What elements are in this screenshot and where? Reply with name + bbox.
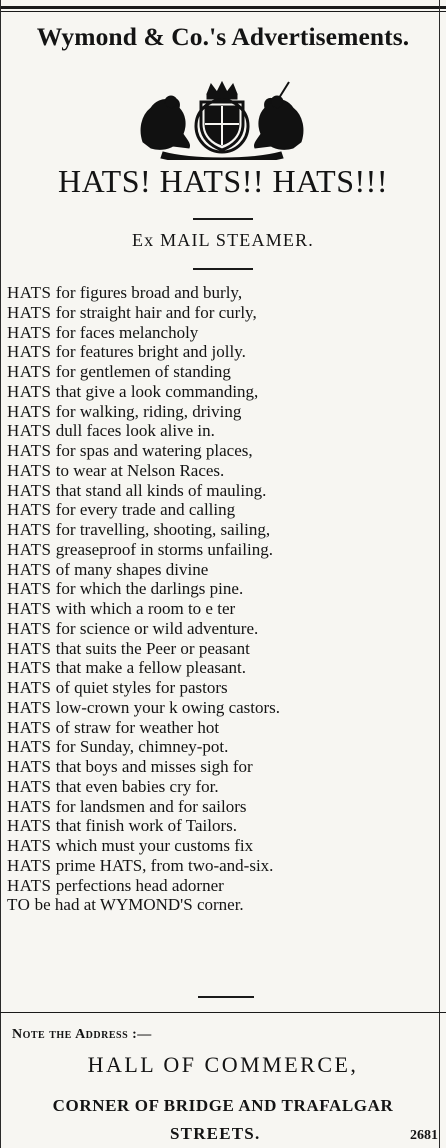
- verse-line: [7, 599, 439, 619]
- verse-line: [7, 421, 439, 441]
- verse-keyword: HATS: [7, 697, 52, 717]
- verse-line: [7, 500, 439, 520]
- verse-text: for gentlemen of standing: [55, 362, 231, 381]
- verse-keyword: HATS: [7, 836, 52, 855]
- verse-text: for Sunday, chimney-pot.: [55, 737, 229, 757]
- verse-text: prime HATS, from two-and-six.: [55, 855, 274, 875]
- verse-line: [7, 560, 439, 580]
- verse-line: [7, 757, 439, 777]
- verse-text: dull faces look alive in.: [55, 421, 215, 441]
- verse-line: [7, 481, 439, 501]
- verse-text: for figures broad and burly,: [55, 283, 243, 302]
- verse-keyword: HATS: [7, 283, 52, 302]
- top-rule: [0, 6, 446, 9]
- verse-line: [7, 520, 439, 540]
- verse-text: perfections head adorner: [55, 875, 224, 895]
- verse-line: [7, 402, 439, 422]
- verse-line: [7, 895, 439, 915]
- hats-banner: HATS! HATS!! HATS!!!: [58, 163, 388, 199]
- verse-line: [7, 579, 439, 599]
- verse-keyword: HATS: [7, 717, 52, 737]
- verse-text: of straw for weather hot: [55, 717, 220, 737]
- verse-text: for every trade and calling: [55, 500, 236, 520]
- verse-line: [7, 461, 439, 481]
- note-the-address-label: Note the Address :—: [12, 1027, 152, 1042]
- verse-keyword: HATS: [7, 362, 52, 381]
- verse-text: that give a look commanding,: [55, 381, 259, 401]
- advertisement-number: 2681: [410, 1128, 438, 1143]
- verse-keyword: HATS: [7, 757, 52, 776]
- verse-line: [7, 777, 439, 797]
- verse-keyword: HATS: [7, 520, 52, 539]
- address-streets: STREETS.: [170, 1124, 261, 1143]
- verse-line: [7, 737, 439, 757]
- verse-line: [7, 816, 439, 836]
- verse-keyword: HATS: [7, 618, 52, 638]
- verse-line: [7, 718, 439, 738]
- verse-text: with which a room to e ter: [55, 599, 236, 618]
- verse-keyword: HATS: [7, 599, 52, 618]
- verse-line: [7, 698, 439, 718]
- verse-keyword: HATS: [7, 776, 52, 796]
- verse-text: for straight hair and for curly,: [55, 302, 257, 322]
- hats-verse: [7, 283, 439, 915]
- verse-text: of many shapes divine: [55, 559, 209, 579]
- verse-text: that stand all kinds of mauling.: [55, 480, 267, 500]
- verse-line: [7, 323, 439, 343]
- verse-line: [7, 797, 439, 817]
- subheading-underline: [193, 268, 253, 270]
- verse-keyword: HATS: [7, 539, 52, 559]
- verse-keyword: HATS: [7, 559, 52, 579]
- verse-line: [7, 382, 439, 402]
- verse-text: greaseproof in storms unfailing.: [55, 539, 273, 559]
- verse-keyword: HATS: [7, 441, 52, 460]
- verse-text: for travelling, shooting, sailing,: [55, 520, 271, 539]
- advertisement-heading: Wymond & Co.'s Advertisements.: [36, 22, 410, 51]
- verse-line: [7, 362, 439, 382]
- top-rule-thin: [0, 11, 446, 12]
- verse-line: [7, 540, 439, 560]
- verse-text: that boys and misses sigh for: [55, 757, 253, 776]
- verse-text: be had at WYMOND'S corner.: [34, 895, 244, 915]
- verse-keyword: HATS: [7, 342, 52, 362]
- verse-line: [7, 639, 439, 659]
- verse-line: [7, 303, 439, 323]
- verse-keyword: HATS: [7, 460, 52, 480]
- verse-text: that finish work of Tailors.: [55, 816, 237, 836]
- verse-keyword: HATS: [7, 796, 52, 816]
- royal-coat-of-arms-icon: [133, 80, 311, 160]
- verse-keyword: HATS: [7, 302, 52, 322]
- verse-line: [7, 678, 439, 698]
- verse-line: [7, 876, 439, 896]
- verse-keyword: HATS: [7, 658, 52, 678]
- verse-keyword: HATS: [7, 638, 52, 658]
- verse-text: for science or wild adventure.: [55, 618, 259, 638]
- verse-keyword: HATS: [7, 401, 52, 421]
- verse-text: that suits the Peer or peasant: [55, 638, 250, 658]
- verse-text: of quiet styles for pastors: [55, 678, 228, 697]
- verse-text: for faces melancholy: [55, 322, 199, 342]
- verse-line: [7, 441, 439, 461]
- verse-text: for walking, riding, driving: [55, 401, 242, 421]
- verse-keyword: HATS: [7, 678, 52, 697]
- verse-line: [7, 658, 439, 678]
- verse-keyword: HATS: [7, 480, 52, 500]
- subheading: Ex MAIL STEAMER.: [131, 230, 315, 250]
- verse-text: for spas and watering places,: [55, 441, 253, 460]
- verse-text: which must your customs fix: [55, 836, 254, 855]
- verse-text: for landsmen and for sailors: [55, 796, 247, 816]
- verse-line: [7, 619, 439, 639]
- verse-line: [7, 342, 439, 362]
- verse-text: that make a fellow pleasant.: [55, 658, 246, 678]
- address-corner: CORNER OF BRIDGE AND TRAFALGAR: [52, 1096, 394, 1115]
- verse-text: for features bright and jolly.: [55, 342, 246, 362]
- address-hall-of-commerce: HALL OF COMMERCE,: [87, 1052, 359, 1077]
- verse-keyword: HATS: [7, 875, 52, 895]
- verse-keyword: HATS: [7, 579, 52, 599]
- verse-text: low-crown your k owing castors.: [55, 697, 281, 717]
- verse-keyword: HATS: [7, 855, 52, 875]
- verse-end-rule: [198, 996, 254, 998]
- verse-line: [7, 836, 439, 856]
- verse-line: [7, 283, 439, 303]
- verse-keyword: HATS: [7, 381, 52, 401]
- verse-text: to wear at Nelson Races.: [55, 460, 225, 480]
- section-divider: [0, 1012, 446, 1013]
- verse-keyword: HATS: [7, 737, 52, 757]
- verse-keyword: HATS: [7, 421, 52, 441]
- verse-keyword: HATS: [7, 500, 52, 520]
- verse-text: that even babies cry for.: [55, 776, 219, 796]
- verse-line: [7, 856, 439, 876]
- verse-keyword: HATS: [7, 816, 52, 836]
- verse-keyword: HATS: [7, 322, 52, 342]
- banner-underline: [193, 218, 253, 220]
- verse-keyword: TO: [7, 895, 31, 915]
- verse-text: for which the darlings pine.: [55, 579, 244, 599]
